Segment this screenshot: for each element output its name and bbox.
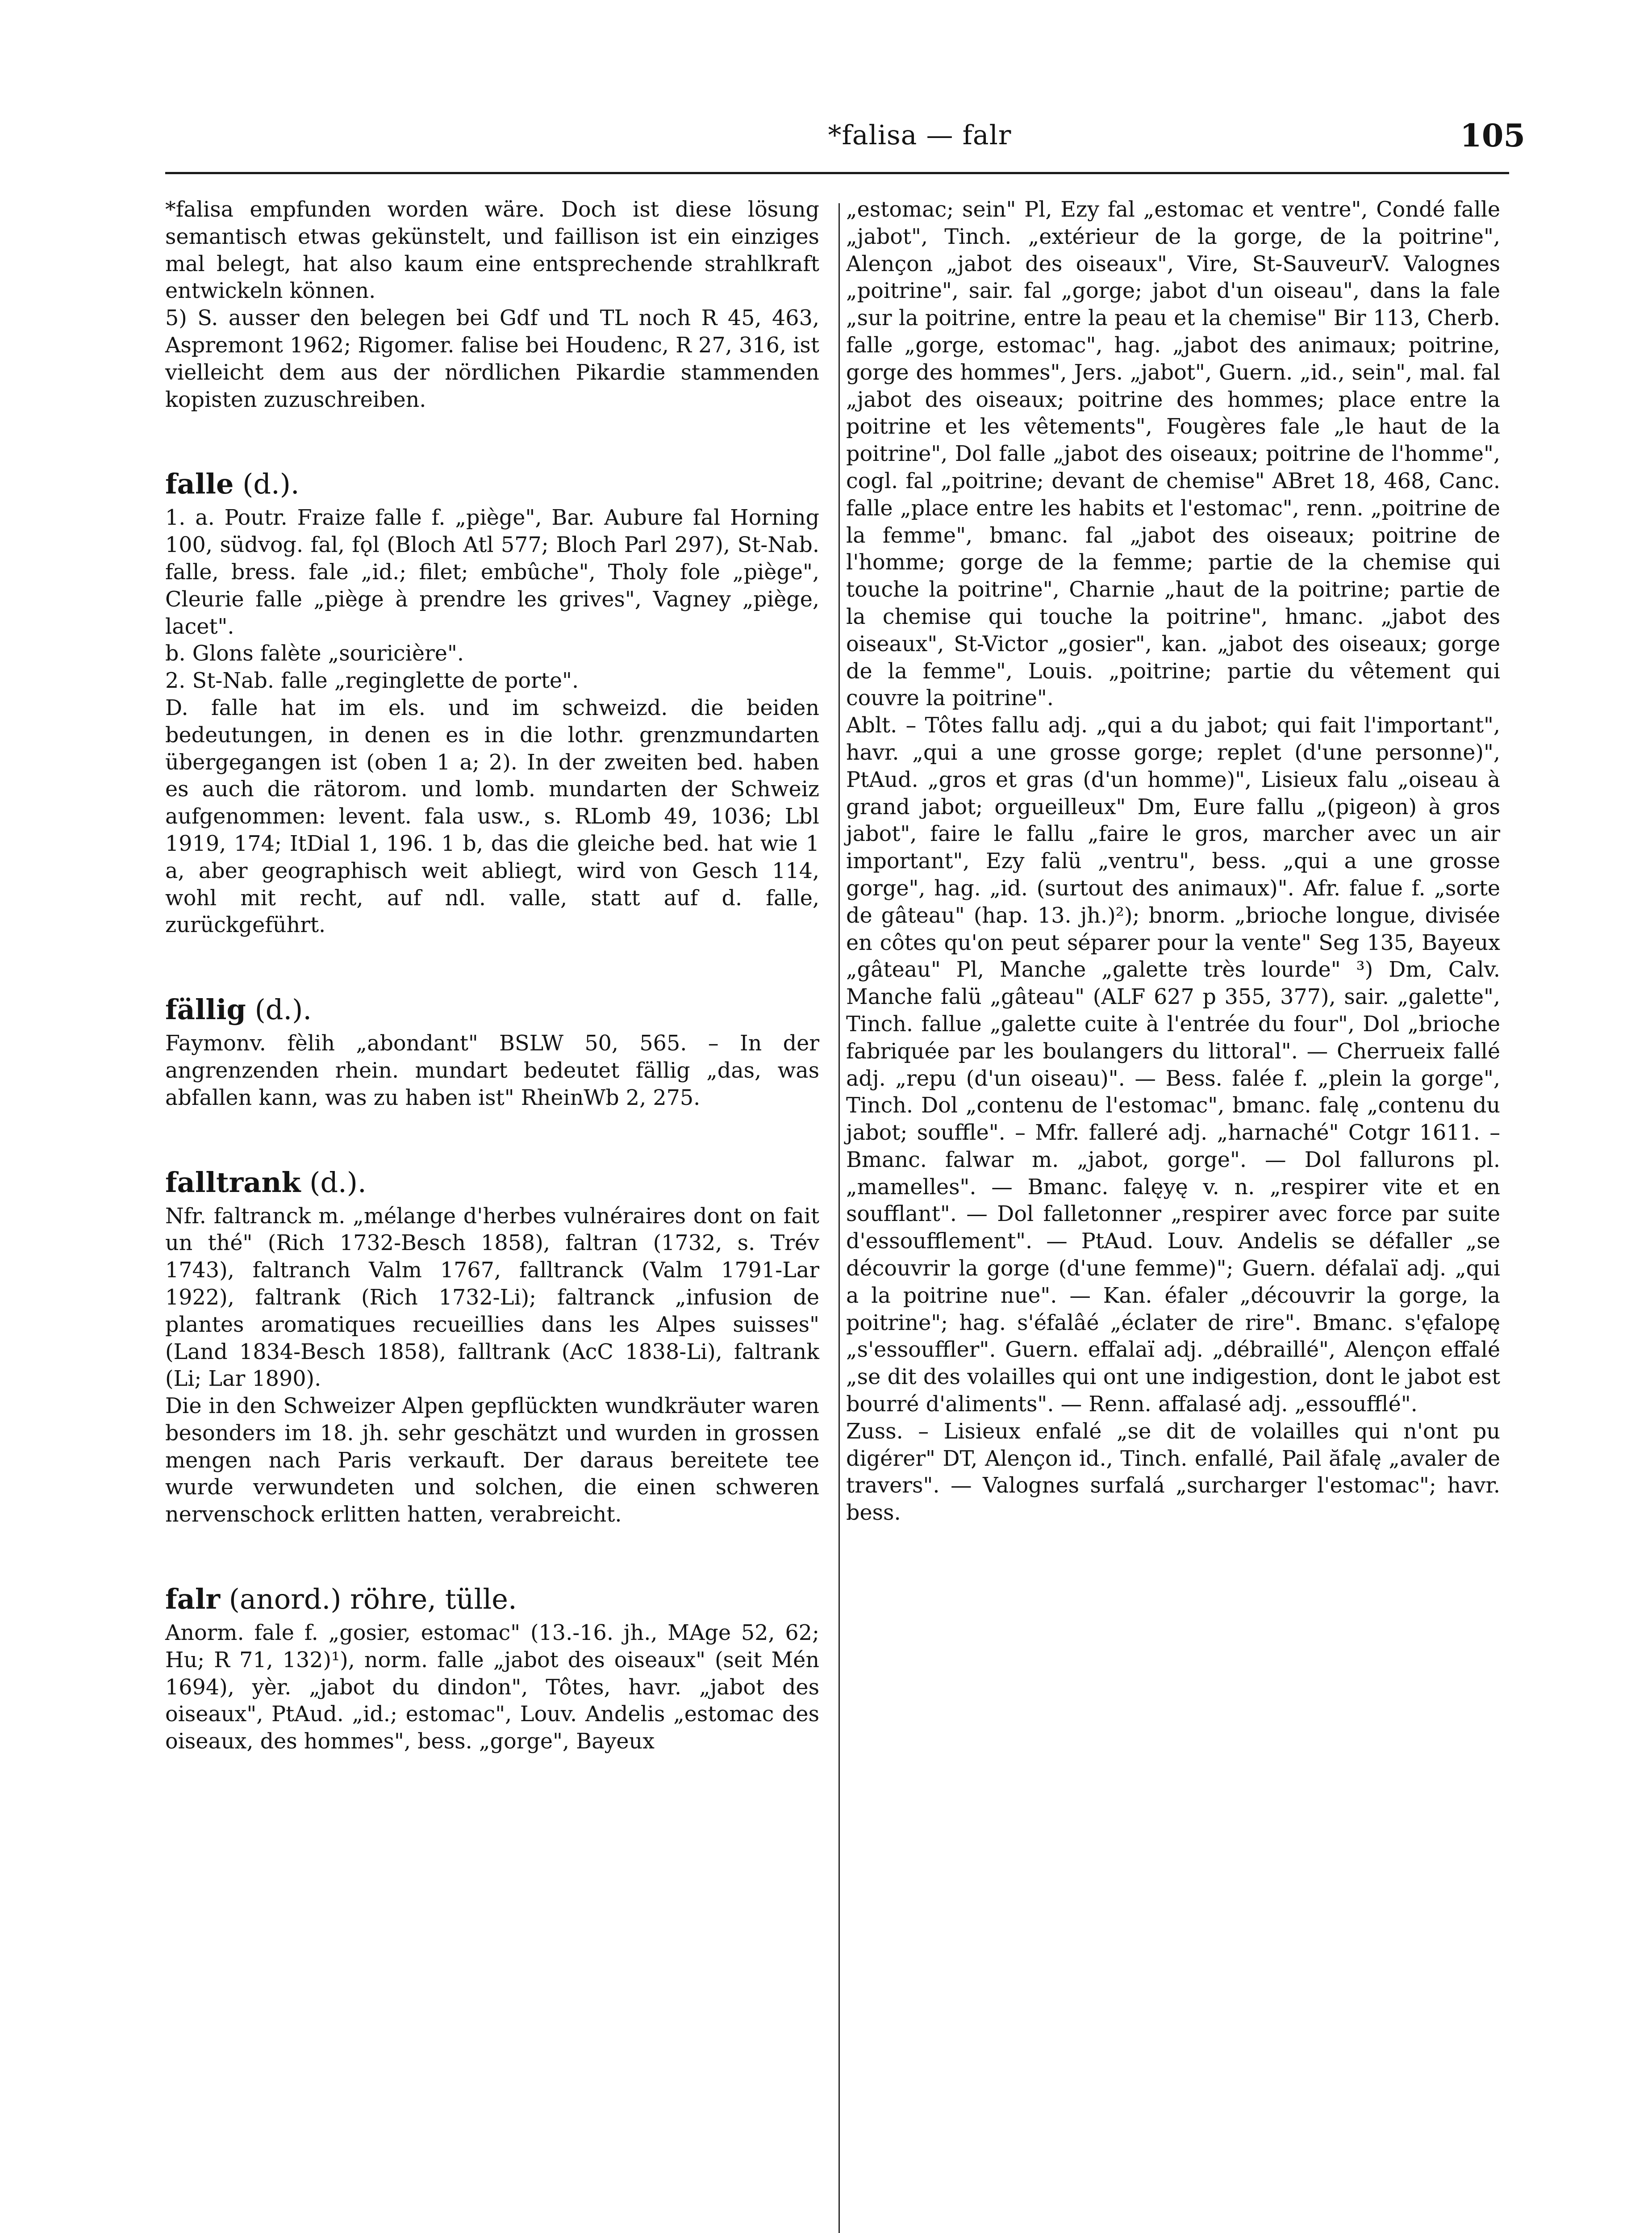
compounds-paragraph: Zuss. – Lisieux enfalé „se dit de volailles qui n'ont pu digérer" DT, Alençon id., Tinch. enfallé, Pail ăfalę „avaler de travers". — Valognes surfalá „surcharger l'estomac"; havr. bess. xyxy=(846,1419,1500,1526)
headword-origin: (anord.) röhre, tülle. xyxy=(220,1583,517,1616)
column-divider xyxy=(839,203,840,2233)
headword: falle xyxy=(165,468,234,501)
headword-origin: (d.). xyxy=(234,468,300,501)
headword: falltrank xyxy=(165,1166,301,1199)
entry-paragraph-continued: „estomac; sein" Pl, Ezy fal „estomac et ventre", Condé falle „jabot", Tinch. „extérieur de la gorge, de la poitrine", Alençon „jabot des oiseaux", Vire, St-SauveurV. Valognes „poitrine", sair. fal „gorge; jabot d'un oiseau", dans la fale „sur la poitrine, entre la peau et la chemise" Bir 113, Cherb. falle „gorge, estomac", hag. „jabot des animaux; poitrine, gorge des hommes", Jers. „jabot", Guern. „id., sein", mal. fal „jabot des oiseaux; poitrine des hommes; place entre la poitrine et les vêtements", Fougères fale „le haut de la poitrine", Dol falle „jabot des oiseaux; poitrine de l'homme", cogl. fal „poitrine; devant de chemise" ABret 18, 468, Canc. falle „place entre les habits et l'estomac", renn. „poitrine de la femme", bmanc. fal „jabot des oiseaux; poitrine de l'homme; gorge de la femme; partie de la chemise qui touche la poitrine", Charnie „haut de la poitrine; partie de la chemise qui touche la poitrine", hmanc. „jabot des oiseaux", St-Victor „gosier", kan. „jabot des oiseaux; gorge de la femme", Louis. „poitrine; partie du vêtement qui couvre la poitrine". xyxy=(846,197,1500,711)
entry-paragraph: Faymonv. fèlih „abondant" BSLW 50, 565. – In der angrenzenden rhein. mundart bedeutet fällig „das, was abfallen kann, was zu haben ist" RheinWb 2, 275. xyxy=(165,1031,819,1110)
entry-falltrank-heading xyxy=(165,1161,819,1203)
entry-falle-heading xyxy=(165,463,819,505)
page-number: 105 xyxy=(1460,117,1526,154)
entry-paragraph: Anorm. fale f. „gosier, estomac" (13.-16. jh., MAge 52, 62; Hu; R 71, 132)¹), norm. falle „jabot des oiseaux" (seit Mén 1694), yèr. „jabot du dindon", Tôtes, havr. „jabot des oiseaux", PtAud. „id.; estomac", Louv. Andelis „estomac des oiseaux, des hommes", bess. „gorge", Bayeux xyxy=(165,1621,819,1754)
headword-origin: (d.). xyxy=(246,993,312,1026)
headword: fällig xyxy=(165,993,246,1026)
derivatives-paragraph: Ablt. – Tôtes fallu adj. „qui a du jabot; qui fait l'important", havr. „qui a une grosse gorge; replet (d'une personne)", PtAud. „gros et gras (d'un homme)", Lisieux falu „oiseau à grand jabot; orgueilleux" Dm, Eure fallu „(pigeon) à gros jabot", faire le fallu „faire le gros, marcher avec un air important", Ezy falü „ventru", bess. „qui a une grosse gorge", hag. „id. (surtout des animaux)". Afr. falue f. „sorte de gâteau" (hap. 13. jh.)²); bnorm. „brioche longue, divisée en côtes qu'on peut séparer pour la vente" Seg 135, Bayeux „gâteau" Pl, Manche „galette très lourde" ³) Dm, Calv. Manche falü „gâteau" (ALF 627 p 355, 377), sair. „galette", Tinch. fallue „galette cuite à l'entrée du four", Dol „brioche fabriquée par les boulangers du littoral". — Cherrueix fallé adj. „repu (d'un oiseau)". — Bess. falée f. „plein la gorge", Tinch. Dol „contenu de l'estomac", bmanc. falę „contenu du jabot; souffle". – Mfr. falleré adj. „harnaché" Cotgr 1611. – Bmanc. falwar m. „jabot, gorge". — Dol fallurons pl. „mamelles". — Bmanc. falęyę v. n. „respirer vite et en soufflant". — Dol falletonner „respirer avec force par suite d'essoufflement". — PtAud. Louv. Andelis se défaller „se découvrir la gorge (d'une femme)"; Guern. défalaï adj. „qui a la poitrine nue". — Kan. éfaler „découvrir la gorge, la poitrine"; hag. s'éfalâé „éclater de rire". Bmanc. s'ęfalopę „s'essouffler". Guern. effalaï adj. „débraillé", Alençon effalé „se dit des volailles qui ont une indigestion, dont le jabot est bourré d'aliments". — Renn. affalasé adj. „essoufflé". xyxy=(846,713,1500,1417)
right-column xyxy=(846,197,1500,1527)
headword-origin: (d.). xyxy=(300,1166,367,1199)
intro-paragraph: *falisa empfunden worden wäre. Doch ist diese lösung semantisch etwas gekünstelt, und faillison ist ein einziges mal belegt, hat also kaum eine entsprechende strahlkraft entwickeln können. xyxy=(165,197,819,304)
footnote-5: 5) S. ausser den belegen bei Gdf und TL noch R 45, 463, Aspremont 1962; Rigomer. falise bei Houdenc, R 27, 316, ist vielleicht dem aus der nördlichen Pikardie stammenden kopisten zuzuschreiben. xyxy=(165,306,819,412)
entry-fallig-heading xyxy=(165,988,819,1030)
entry-falr-heading xyxy=(165,1578,819,1620)
entry-paragraph: b. Glons falète „souricière". xyxy=(165,641,464,666)
entry-paragraph: D. falle hat im els. und im schweizd. die beiden bedeutungen, in denen es in die lothr. grenzmundarten übergegangen ist (oben 1 a; 2). In der zweiten bed. haben es auch die rätorom. und lomb. mundarten der Schweiz aufgenommen: levent. fala usw., s. RLomb 49, 1036; Lbl 1919, 174; ItDial 1, 196. 1 b, das die gleiche bed. hat wie 1 a, aber geographisch weit abliegt, wird von Gesch 114, wohl mit recht, auf ndl. valle, statt auf d. falle, zurückgeführt. xyxy=(165,695,819,938)
headword: falr xyxy=(165,1583,221,1616)
left-column xyxy=(165,197,819,1756)
entry-paragraph: Nfr. faltranck m. „mélange d'herbes vulnéraires dont on fait un thé" (Rich 1732-Besch 1858), faltran (1732, s. Trév 1743), faltranch Valm 1767, falltranck (Valm 1791-Lar 1922), faltrank (Rich 1732-Li); faltranck „infusion de plantes aromatiques recueillies dans les Alpes suisses" (Land 1834-Besch 1858), falltrank (AcC 1838-Li), faltrank (Li; Lar 1890). xyxy=(165,1204,819,1392)
entry-paragraph: 2. St-Nab. falle „reginglette de porte". xyxy=(165,669,579,694)
running-head: *falisa — falr xyxy=(828,120,1012,151)
entry-paragraph: Die in den Schweizer Alpen gepflückten wundkräuter waren besonders im 18. jh. sehr geschätzt und wurden in grossen mengen nach Paris verkauft. Der daraus bereitete tee wurde verwundeten und solchen, die einen schweren nervenschock erlitten hatten, verabreicht. xyxy=(165,1394,819,1527)
header-rule xyxy=(165,172,1509,174)
entry-paragraph: 1. a. Poutr. Fraize falle f. „piège", Bar. Aubure fal Horning 100, südvog. fal, fǫl (Bloch Atl 577; Bloch Parl 297), St-Nab. falle, bress. fale „id.; filet; embûche", Tholy fole „piège", Cleurie falle „piège à prendre les grives", Vagney „piège, lacet". xyxy=(165,506,819,639)
